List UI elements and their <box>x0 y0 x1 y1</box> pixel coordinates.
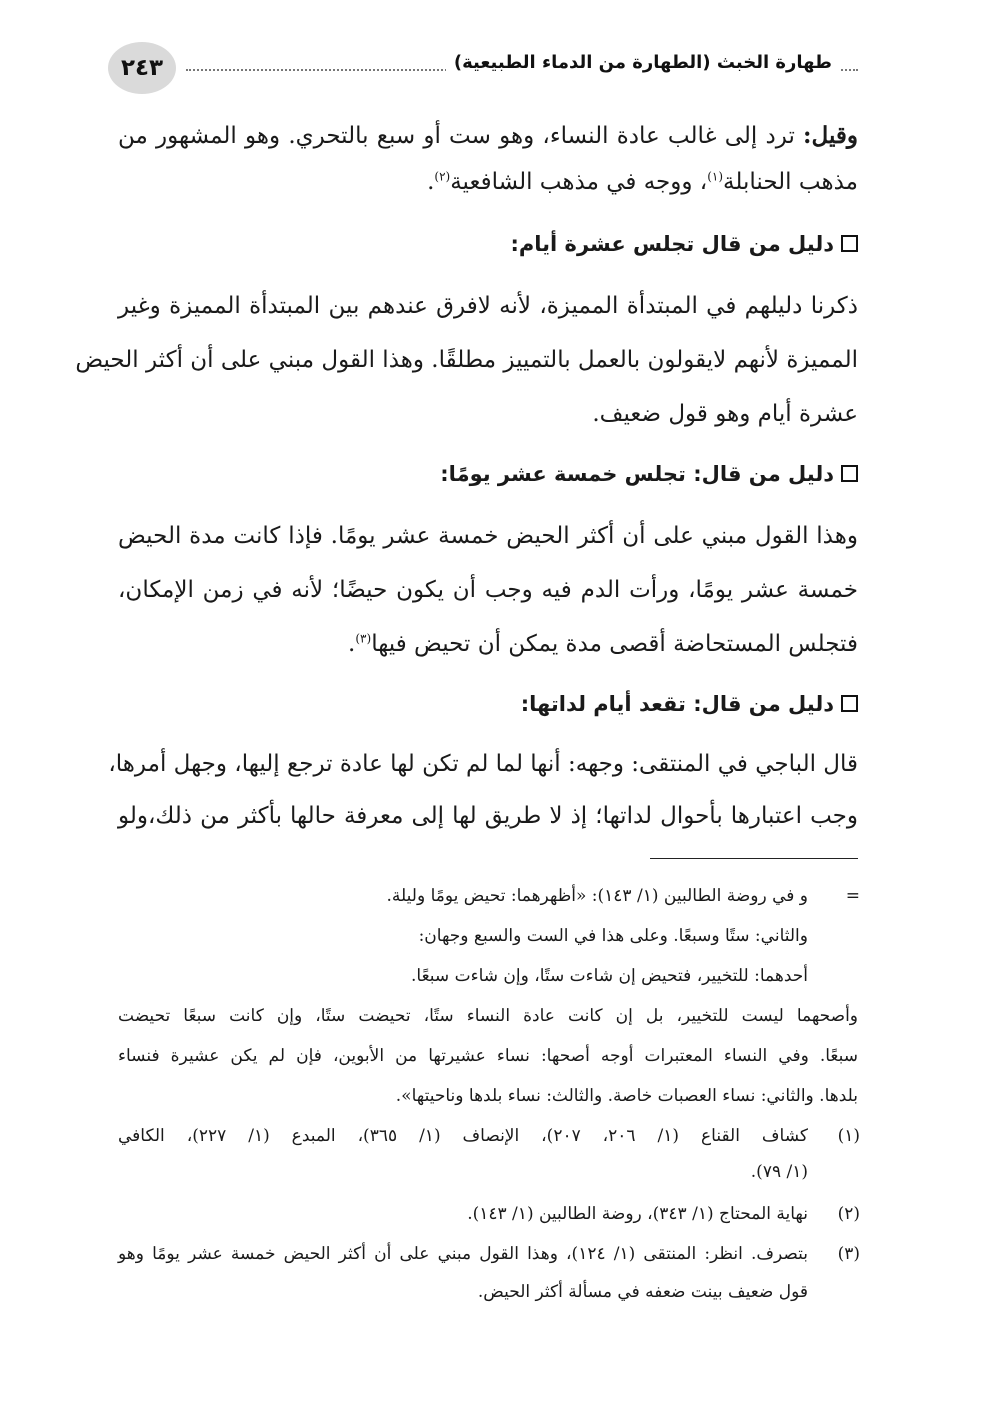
footnote-line: و في روضة الطالبين (١/ ١٤٣): «أظهرهما: تحيض يومًا وليلة. <box>386 886 808 906</box>
body-text: فتجلس المستحاضة أقصى مدة يمكن أن تحيض فيها <box>371 631 858 657</box>
section-heading <box>118 454 858 494</box>
body-line: المميزة لأنهم لايقولون بالعمل بالتمييز مطلقًا. وهذا القول مبني على أن أكثر الحيض <box>75 347 858 373</box>
body-text: . <box>348 631 356 657</box>
footnote-ref[interactable]: (٢) <box>434 169 451 184</box>
heading-text: دليل من قال: تقعد أيام لداتها: <box>520 692 834 716</box>
square-bullet-icon <box>841 235 858 252</box>
footnote-divider <box>650 858 858 859</box>
body-line <box>118 116 858 156</box>
footnote-line: وأصحهما ليست للتخيير، بل إن كانت عادة النساء ستًا، تحيضت ستًا، وإن كانت سبعًا تحيضت <box>118 1006 858 1026</box>
footnote-number: (٢) <box>837 1204 860 1224</box>
body-line: خمسة عشر يومًا، ورأت الدم فيه وجب أن يكون حيضًا؛ لأنه في زمن الإمكان، <box>118 577 858 603</box>
footnote-line: كشاف القناع (١/ ٢٠٦، ٢٠٧)، الإنصاف (١/ ٣٦٥)، المبدع (١/ ٢٢٧)، الكافي <box>118 1126 808 1146</box>
page-number-badge: ٢٤٣ <box>108 42 176 94</box>
footnote-number: (٣) <box>837 1244 860 1264</box>
body-text: ترد إلى غالب عادة النساء، وهو ست أو سبع بالتحري. وهو المشهور من <box>118 123 804 149</box>
body-line <box>118 624 858 664</box>
footnote-line: بتصرف. انظر: المنتقى (١/ ١٢٤)، وهذا القول مبني على أن أكثر الحيض خمسة عشر يومًا وهو <box>118 1244 808 1264</box>
body-line: عشرة أيام وهو قول ضعيف. <box>592 401 858 427</box>
footnote-line: سبعًا. وفي النساء المعتبرات أوجه أصحها: نساء عشيرتها من الأبوين، فإن لم يكن عشيرة فنساء <box>118 1046 858 1066</box>
body-line <box>118 162 858 202</box>
body-text: ، ووجه في مذهب الشافعية <box>450 169 708 195</box>
header-title: طهارة الخبث (الطهارة من الدماء الطبيعية) <box>446 52 840 73</box>
body-line: وهذا القول مبني على أن أكثر الحيض خمسة عشر يومًا. فإذا كانت مدة الحيض <box>118 523 858 549</box>
body-text: . <box>427 169 435 195</box>
footnote-ref[interactable]: (١) <box>707 169 724 184</box>
lead-word: وقيل: <box>803 122 858 149</box>
body-line: قال الباجي في المنتقى: وجهه: أنها لما لم تكن لها عادة ترجع إليها، وجهل أمرها، <box>108 751 858 777</box>
body-line: وجب اعتبارها بأحوال لداتها؛ إذ لا طريق لها إلى معرفة حالها بأكثر من ذلك،ولو <box>118 803 858 829</box>
footnote-line: أحدهما: للتخيير، فتحيض إن شاءت ستًا، وإن شاءت سبعًا. <box>411 966 808 986</box>
section-heading <box>118 684 858 724</box>
footnote-line: بلدها. والثاني: نساء العصبات خاصة. والثالث: نساء بلدها وناحيتها». <box>395 1086 858 1106</box>
heading-text: دليل من قال تجلس عشرة أيام: <box>510 232 834 256</box>
footnote-line: قول ضعيف بينت ضعفه في مسألة أكثر الحيض. <box>477 1282 808 1302</box>
square-bullet-icon <box>841 695 858 712</box>
footnote-number: (١) <box>837 1126 860 1146</box>
body-text: مذهب الحنابلة <box>723 169 858 195</box>
section-heading <box>118 224 858 264</box>
footnote-line: (١/ ٧٩). <box>750 1162 808 1182</box>
square-bullet-icon <box>841 465 858 482</box>
footnote-continued-mark: = <box>845 886 860 906</box>
footnote-ref[interactable]: (٣) <box>355 631 372 646</box>
footnote-line: نهاية المحتاج (١/ ٣٤٣)، روضة الطالبين (١/ ١٤٣). <box>467 1204 808 1224</box>
footnote-line: والثاني: ستًا وسبعًا. وعلى هذا في الست والسبع وجهان: <box>418 926 808 946</box>
heading-text: دليل من قال: تجلس خمسة عشر يومًا: <box>440 462 834 486</box>
body-line: ذكرنا دليلهم في المبتدأة المميزة، لأنه لافرق عندهم بين المبتدأة المميزة وغير <box>118 293 858 319</box>
running-header <box>108 42 858 98</box>
